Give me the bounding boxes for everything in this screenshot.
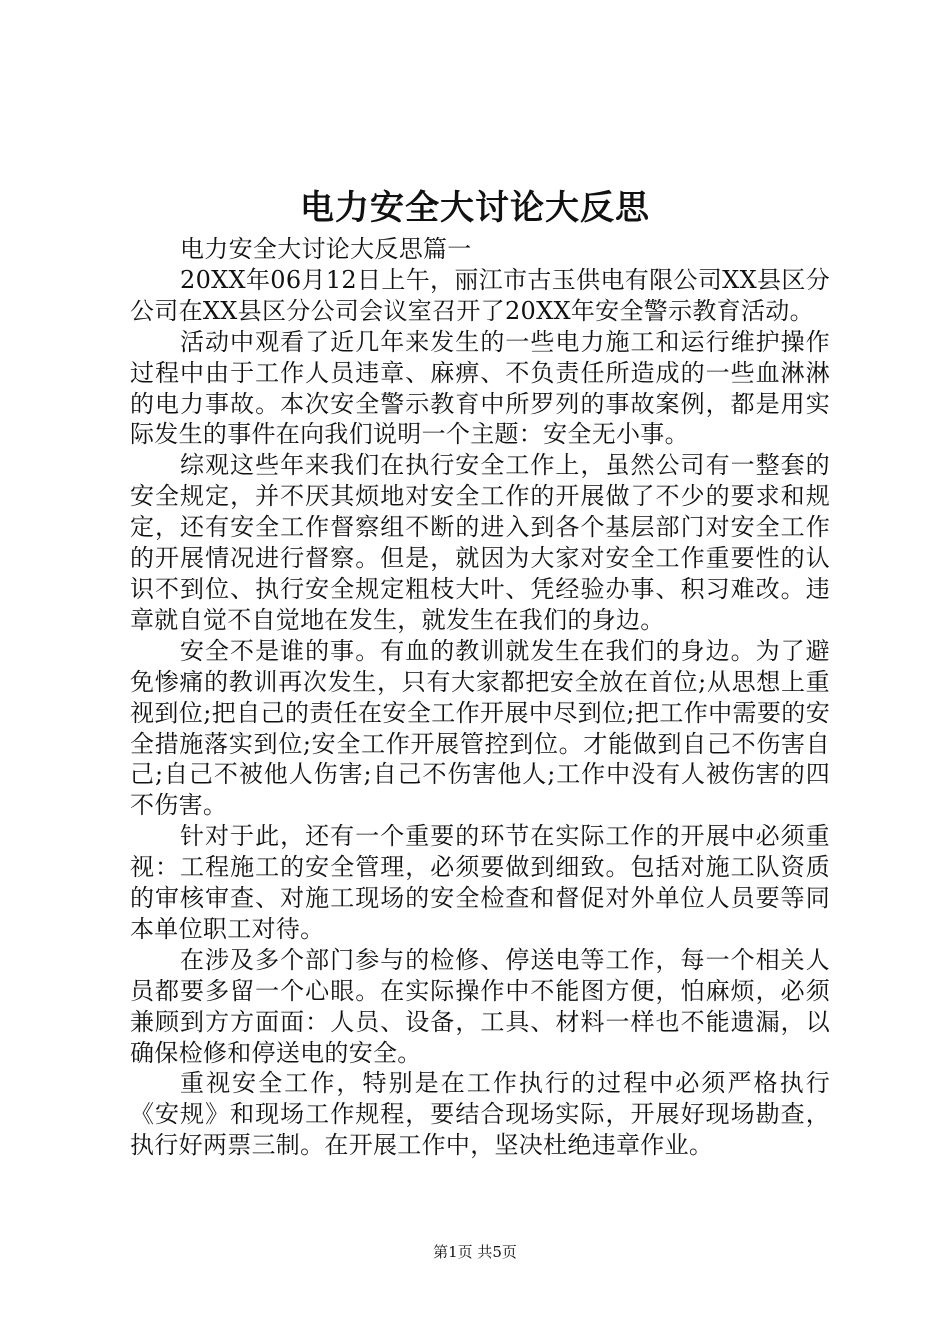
paragraph: 活动中观看了近几年来发生的一些电力施工和运行维护操作过程中由于工作人员违章、麻痹、不负责任所造成的一些血淋淋的电力事故。本次安全警示教育中所罗列的事故案例，都是用实际发生的事件在向我们说明一个主题：安全无小事。: [130, 327, 830, 449]
paragraph: 重视安全工作，特别是在工作执行的过程中必须严格执行《安规》和现场工作规程，要结合现场实际，开展好现场勘查，执行好两票三制。在开展工作中，坚决杜绝违章作业。: [130, 1069, 830, 1160]
page-footer: 第1页 共5页: [433, 1243, 517, 1261]
paragraph: 安全不是谁的事。有血的教训就发生在我们的身边。为了避免惨痛的教训再次发生，只有大家都把安全放在首位;从思想上重视到位;把自己的责任在安全工作开展中尽到位;把工作中需要的安全措施落实到位;安全工作开展管控到位。才能做到自己不伤害自己;自己不被他人伤害;自己不伤害他人;工作中没有人被伤害的四不伤害。: [130, 636, 830, 820]
paragraph: 在涉及多个部门参与的检修、停送电等工作，每一个相关人员都要多留一个心眼。在实际操作中不能图方便，怕麻烦，必须兼顾到方方面面：人员、设备，工具、材料一样也不能遗漏，以确保检修和停送电的安全。: [130, 945, 830, 1067]
paragraph: 20XX年06月12日上午，丽江市古玉供电有限公司XX县区分公司在XX县区分公司会议室召开了20XX年安全警示教育活动。: [130, 265, 830, 325]
paragraph: 针对于此，还有一个重要的环节在实际工作的开展中必须重视：工程施工的安全管理，必须要做到细致。包括对施工队资质的审核审查、对施工现场的安全检查和督促对外单位人员要等同本单位职工对待。: [130, 822, 830, 943]
paragraph-heading: 电力安全大讨论大反思篇一: [180, 235, 472, 263]
paragraph: 综观这些年来我们在执行安全工作上，虽然公司有一整套的安全规定，并不厌其烦地对安全工作的开展做了不少的要求和规定，还有安全工作督察组不断的进入到各个基层部门对安全工作的开展情况进行督察。但是，就因为大家对安全工作重要性的认识不到位、执行安全规定粗枝大叶、凭经验办事、积习难改。违章就自觉不自觉地在发生，就发生在我们的身边。: [130, 451, 830, 634]
document-body: [130, 234, 830, 1161]
document-title: 电力安全大讨论大反思: [300, 188, 650, 228]
